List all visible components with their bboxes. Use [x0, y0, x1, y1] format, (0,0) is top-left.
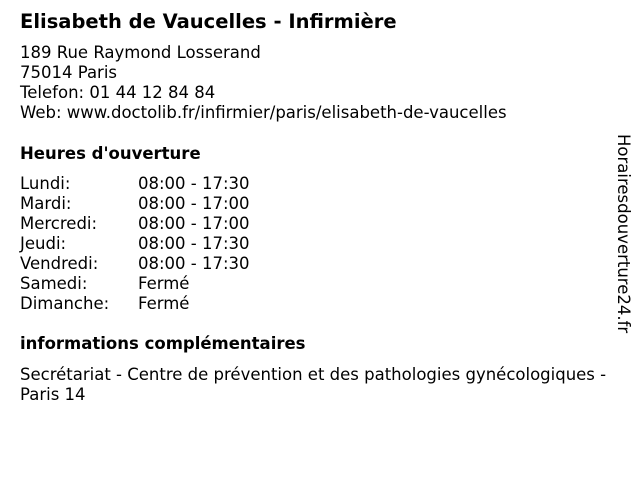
day-label: Vendredi: — [20, 254, 99, 273]
contact-block — [20, 43, 507, 123]
day-label: Samedi: — [20, 274, 88, 293]
street-address: 189 Rue Raymond Losserand — [20, 43, 261, 62]
time-range: 08:00 - 17:00 — [138, 214, 250, 233]
day-label: Jeudi: — [20, 234, 67, 253]
phone-number: Telefon: 01 44 12 84 84 — [20, 83, 216, 102]
time-range: 08:00 - 17:30 — [138, 234, 250, 253]
time-range: Fermé — [138, 294, 190, 313]
page-title: Elisabeth de Vaucelles - Infirmière — [20, 10, 397, 33]
city-postcode: 75014 Paris — [20, 63, 118, 82]
day-label: Mardi: — [20, 194, 72, 213]
time-range: 08:00 - 17:30 — [138, 254, 250, 273]
additional-info-heading: informations complémentaires — [20, 334, 306, 353]
time-range: Fermé — [138, 274, 190, 293]
day-label: Dimanche: — [20, 294, 110, 313]
additional-info-text: Secrétariat - Centre de prévention et des pathologies gynécologiques - Paris 14 — [20, 365, 607, 404]
day-label: Lundi: — [20, 174, 71, 193]
day-label: Mercredi: — [20, 214, 98, 233]
time-range: 08:00 - 17:30 — [138, 174, 250, 193]
opening-hours-heading: Heures d'ouverture — [20, 144, 201, 163]
site-watermark — [612, 134, 634, 344]
time-range: 08:00 - 17:00 — [138, 194, 250, 213]
site-watermark-text: Horairesdouverture24.fr — [614, 134, 633, 334]
website-link[interactable]: Web: www.doctolib.fr/infirmier/paris/elisabeth-de-vaucelles — [20, 103, 507, 122]
